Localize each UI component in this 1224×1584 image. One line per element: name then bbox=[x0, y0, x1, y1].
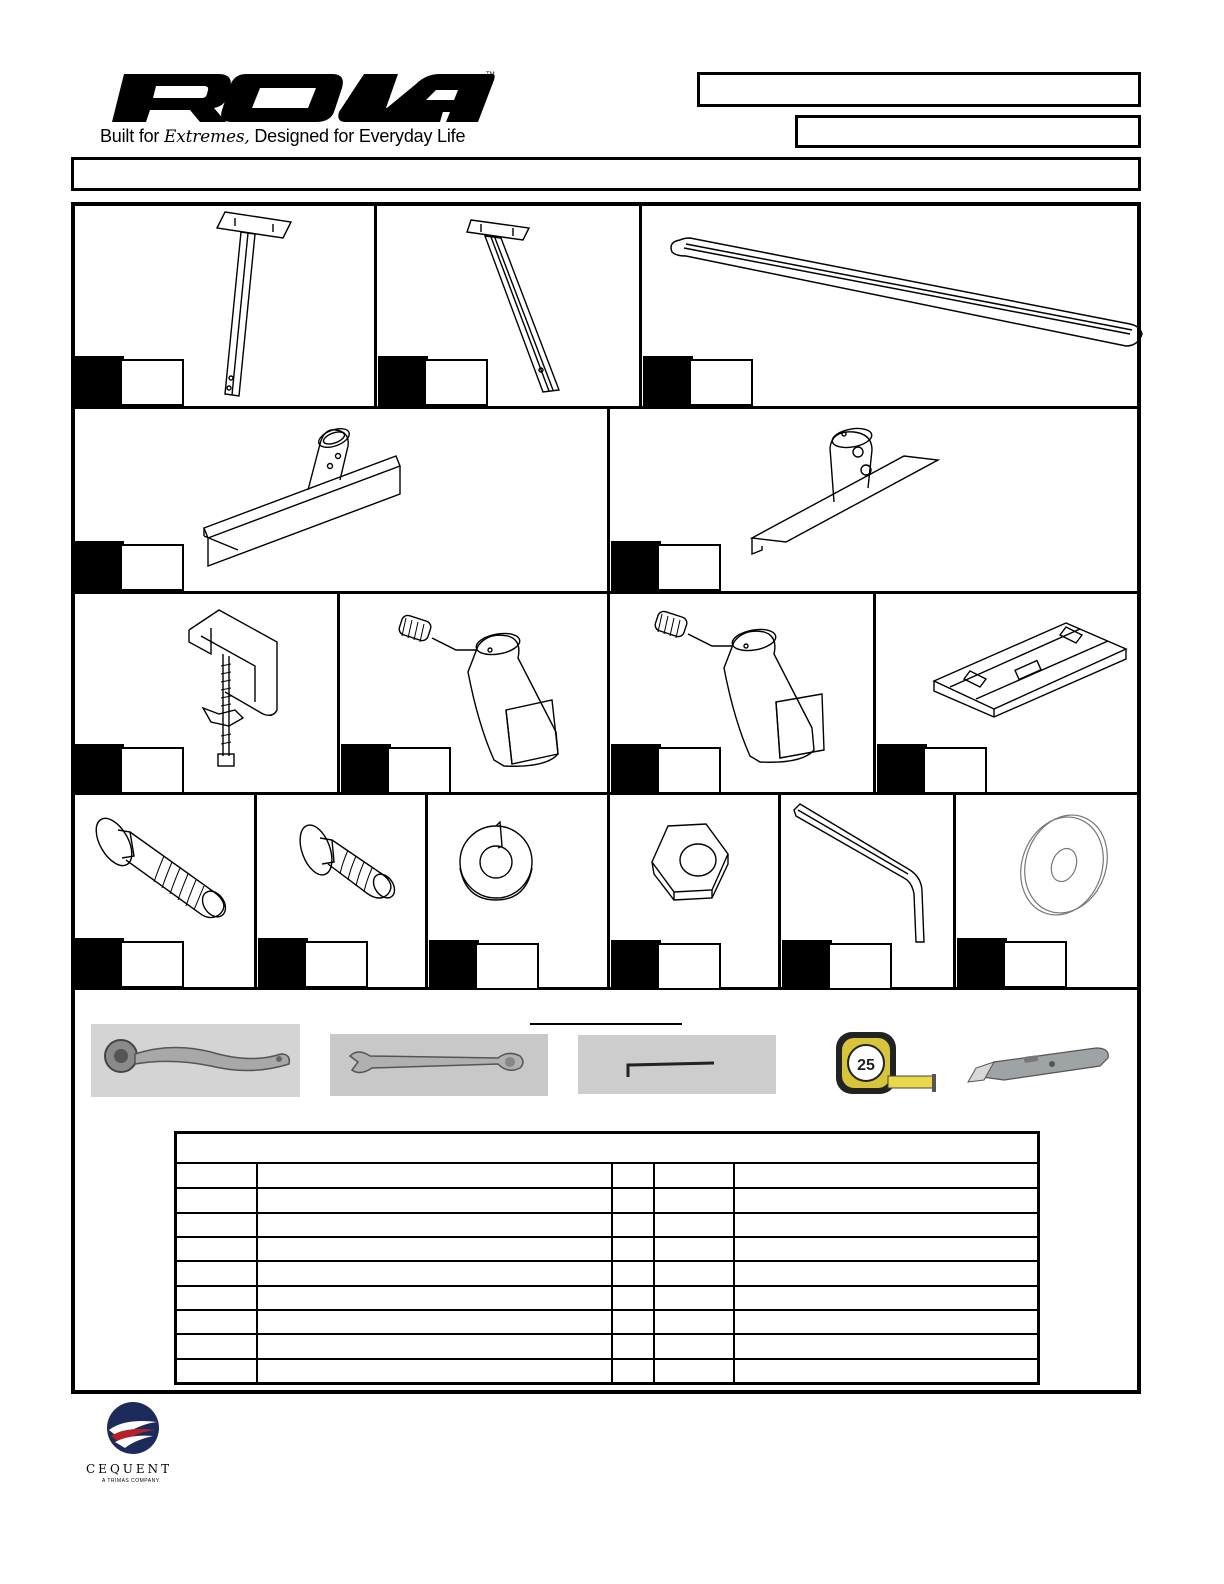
allen-wrench-icon bbox=[578, 1035, 776, 1094]
table-row bbox=[177, 1358, 1037, 1360]
table-column-divider bbox=[733, 1162, 735, 1382]
combination-wrench-icon bbox=[330, 1034, 548, 1096]
cell-divider bbox=[607, 406, 610, 593]
foot-pad-with-set-screw-icon bbox=[652, 610, 827, 770]
base-foot-large-icon bbox=[200, 420, 405, 570]
svg-text:TM: TM bbox=[486, 72, 495, 78]
title-field bbox=[697, 72, 1141, 107]
rola-logo bbox=[100, 70, 500, 150]
utility-knife-icon bbox=[964, 1040, 1114, 1085]
cequent-subtitle: A TRIMAS COMPANY bbox=[102, 1478, 160, 1484]
allen-wrench-photo bbox=[578, 1035, 776, 1094]
cell-divider bbox=[873, 591, 876, 794]
part-number-field bbox=[795, 115, 1141, 148]
flat-washer-icon bbox=[1014, 810, 1114, 920]
cequent-globe-icon bbox=[105, 1400, 161, 1456]
table-row bbox=[177, 1187, 1037, 1189]
hex-key-icon bbox=[792, 802, 932, 947]
row-divider bbox=[71, 406, 1141, 409]
ratchet-wrench-icon bbox=[91, 1024, 300, 1097]
carriage-bolt-short-icon bbox=[298, 822, 398, 907]
table-column-divider bbox=[653, 1162, 655, 1382]
table-row bbox=[177, 1309, 1037, 1311]
table-row bbox=[177, 1333, 1037, 1335]
cell-divider bbox=[425, 792, 428, 989]
cell-divider bbox=[639, 204, 642, 408]
carriage-bolt-long-icon bbox=[94, 812, 234, 922]
brand-tagline: Built for Extremes, Designed for Everyday Life bbox=[100, 126, 466, 147]
tools-heading-rule bbox=[530, 1023, 682, 1025]
lock-washer-icon bbox=[456, 818, 538, 902]
svg-text:25: 25 bbox=[857, 1057, 875, 1074]
leg-bracket-plain-icon bbox=[195, 208, 305, 403]
ratchet-wrench-photo bbox=[91, 1024, 300, 1097]
load-bar-icon bbox=[664, 234, 1144, 354]
cell-divider bbox=[778, 792, 781, 989]
cell-divider bbox=[953, 792, 956, 989]
table-row bbox=[177, 1285, 1037, 1287]
cell-divider bbox=[374, 204, 377, 408]
rail-mounting-plate-icon bbox=[930, 615, 1130, 715]
c-clamp-icon bbox=[185, 606, 285, 771]
cell-divider bbox=[607, 591, 610, 794]
tape-measure-photo bbox=[832, 1028, 938, 1100]
utility-knife-photo bbox=[964, 1040, 1114, 1085]
tape-measure-icon bbox=[832, 1028, 938, 1100]
rola-wordmark-icon bbox=[106, 70, 496, 126]
table-row bbox=[177, 1260, 1037, 1262]
table-row bbox=[177, 1212, 1037, 1214]
cell-divider bbox=[254, 792, 257, 989]
table-column-divider bbox=[611, 1162, 613, 1382]
row-divider bbox=[71, 591, 1141, 594]
cequent-wordmark: CEQUENT bbox=[86, 1462, 173, 1476]
description-field bbox=[71, 157, 1141, 191]
table-column-divider bbox=[256, 1162, 258, 1382]
table-row bbox=[177, 1162, 1037, 1164]
combination-wrench-photo bbox=[330, 1034, 548, 1096]
parts-list-table bbox=[174, 1131, 1040, 1385]
cell-divider bbox=[337, 591, 340, 794]
base-foot-small-icon bbox=[748, 420, 943, 560]
cell-divider bbox=[607, 792, 610, 989]
hex-nut-icon bbox=[648, 820, 734, 902]
table-row bbox=[177, 1236, 1037, 1238]
cequent-logo bbox=[82, 1400, 192, 1490]
